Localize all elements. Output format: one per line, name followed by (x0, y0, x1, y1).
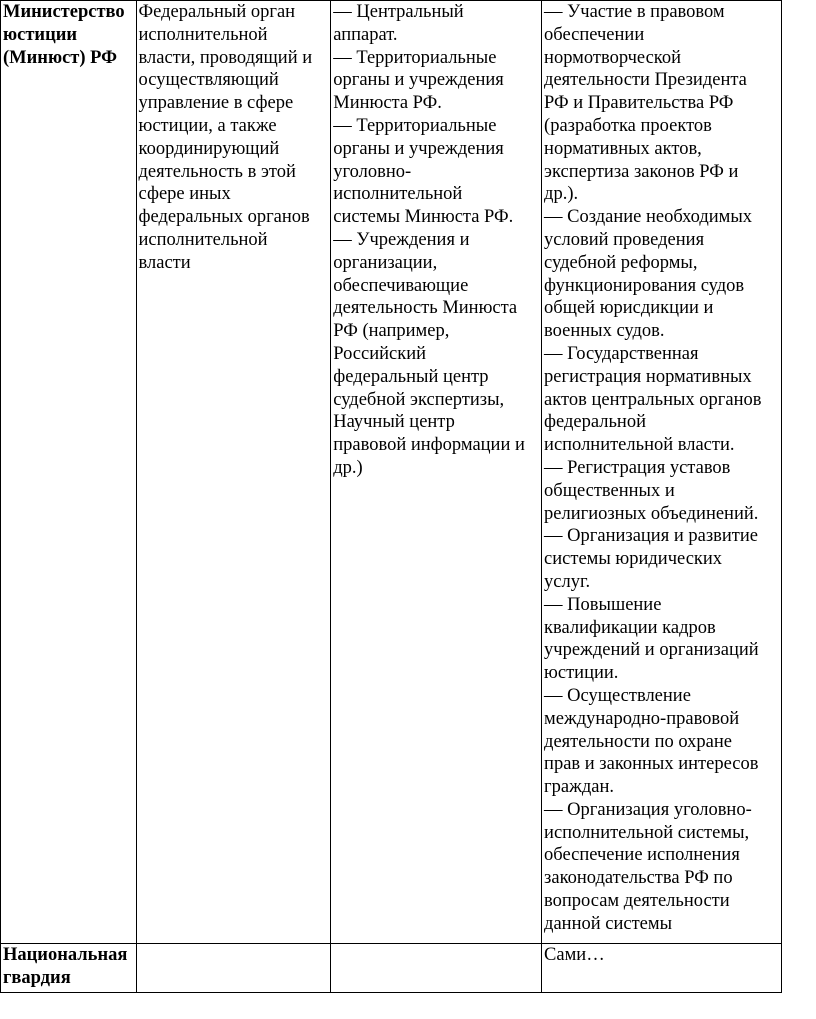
text-line: общественных и (544, 480, 675, 501)
text-line: судебной экспертизы, (333, 389, 505, 410)
text-line: системы юридических (544, 549, 723, 570)
text-line: учреждений и организаций (544, 640, 759, 661)
text-line: Российский (333, 343, 427, 364)
cell-legal-status (136, 944, 331, 993)
text-line: юстиции. (544, 663, 619, 684)
text-line: (Минюст) РФ (3, 47, 118, 68)
text-line: исполнительной власти. (544, 435, 735, 456)
table-row-national-guard (1, 944, 782, 993)
text-line: законодательства РФ по (544, 868, 733, 889)
text-line: обеспечение исполнения (544, 845, 740, 866)
text-line: правовой информации и (333, 435, 525, 456)
text-line: аппарат. (333, 24, 398, 45)
text-line: — Повышение (544, 594, 662, 615)
text-line: условий проведения (544, 229, 705, 250)
text-line: актов центральных органов (544, 389, 762, 410)
text-line: — Осуществление (544, 685, 691, 706)
text-line: управление в сфере (138, 93, 294, 114)
text-line: граждан. (544, 777, 615, 798)
text-line: РФ и Правительства РФ (544, 93, 734, 114)
text-line: Федеральный орган (138, 2, 296, 22)
org-name (3, 944, 135, 990)
table-row-ministry-of-justice (1, 1, 782, 944)
text-line: судебной реформы, (544, 252, 698, 273)
text-line: др.). (544, 184, 579, 205)
text-line: др.) (333, 457, 363, 478)
text-line: — Центральный (333, 2, 464, 22)
cell-structure (331, 944, 542, 993)
text-line: обеспечении (544, 24, 645, 45)
text-line: — Регистрация уставов (544, 457, 731, 478)
text-line: религиозных объединений. (544, 503, 759, 524)
text-line: данной системы (544, 913, 673, 934)
text-line: квалификации кадров (544, 617, 716, 638)
text-line: гвардия (3, 967, 71, 988)
org-name (3, 1, 135, 69)
text-line: исполнительной системы, (544, 822, 750, 843)
text-line: деятельность в этой (138, 161, 296, 182)
text-line: — Организация уголовно- (544, 799, 752, 820)
text-line: вопросам деятельности (544, 891, 730, 912)
text-line: Минюста РФ. (333, 93, 442, 114)
cell-legal-status (136, 1, 331, 944)
text-line: функционирования судов (544, 275, 745, 296)
text-line: осуществляющий (138, 70, 279, 91)
text-line: регистрация нормативных (544, 366, 752, 387)
cell-org-name (1, 1, 137, 944)
text-line: сфере иных (138, 184, 231, 205)
text-line: — Территориальные (333, 115, 497, 136)
text-line: федеральных органов (138, 207, 310, 228)
text-line: — Учреждения и (333, 229, 470, 250)
text-line: власти (138, 252, 191, 273)
text-line: деятельности Президента (544, 70, 747, 91)
text-line: экспертиза законов РФ и (544, 161, 739, 182)
text-line: обеспечивающие (333, 275, 469, 296)
text-line: нормативных актов, (544, 138, 702, 159)
text-line: Министерство (3, 2, 125, 22)
text-line: прав и законных интересов (544, 754, 759, 775)
text-line: исполнительной (333, 184, 463, 205)
text-line: юстиции, а также (138, 115, 277, 136)
text-line: нормотворческой (544, 47, 681, 68)
text-line: органы и учреждения (333, 138, 504, 159)
text-line: — Государственная (544, 343, 699, 364)
cell-functions (542, 1, 782, 944)
cell-org-name (1, 944, 137, 993)
text-line: — Организация и развитие (544, 526, 758, 547)
text-line: — Создание необходимых (544, 207, 753, 228)
text-line: системы Минюста РФ. (333, 207, 514, 228)
text-line: юстиции (3, 24, 78, 45)
text-line: общей юрисдикции и (544, 298, 714, 319)
text-line: власти, проводящий и (138, 47, 313, 68)
text-line: — Территориальные (333, 47, 497, 68)
text-line: деятельность Минюста (333, 298, 518, 319)
text-line: деятельности по охране (544, 731, 732, 752)
text-line: — Участие в правовом (544, 2, 725, 22)
cell-structure (331, 1, 542, 944)
text-line: исполнительной (138, 229, 268, 250)
text-line: Научный центр (333, 412, 455, 433)
cell-functions (542, 944, 782, 993)
text-line: услуг. (544, 571, 591, 592)
text-line: РФ (например, (333, 321, 450, 342)
text-line: органы и учреждения (333, 70, 504, 91)
text-line: международно-правовой (544, 708, 740, 729)
text-line: Сами… (544, 945, 605, 965)
text-line: координирующий (138, 138, 280, 159)
text-line: федеральной (544, 412, 646, 433)
text-line: Национальная (3, 945, 128, 965)
text-line: (разработка проектов (544, 115, 712, 136)
text-line: организации, (333, 252, 438, 273)
text-line: федеральный центр (333, 366, 489, 387)
text-line: исполнительной (138, 24, 268, 45)
text-line: военных судов. (544, 321, 665, 342)
text-line: уголовно- (333, 161, 412, 182)
